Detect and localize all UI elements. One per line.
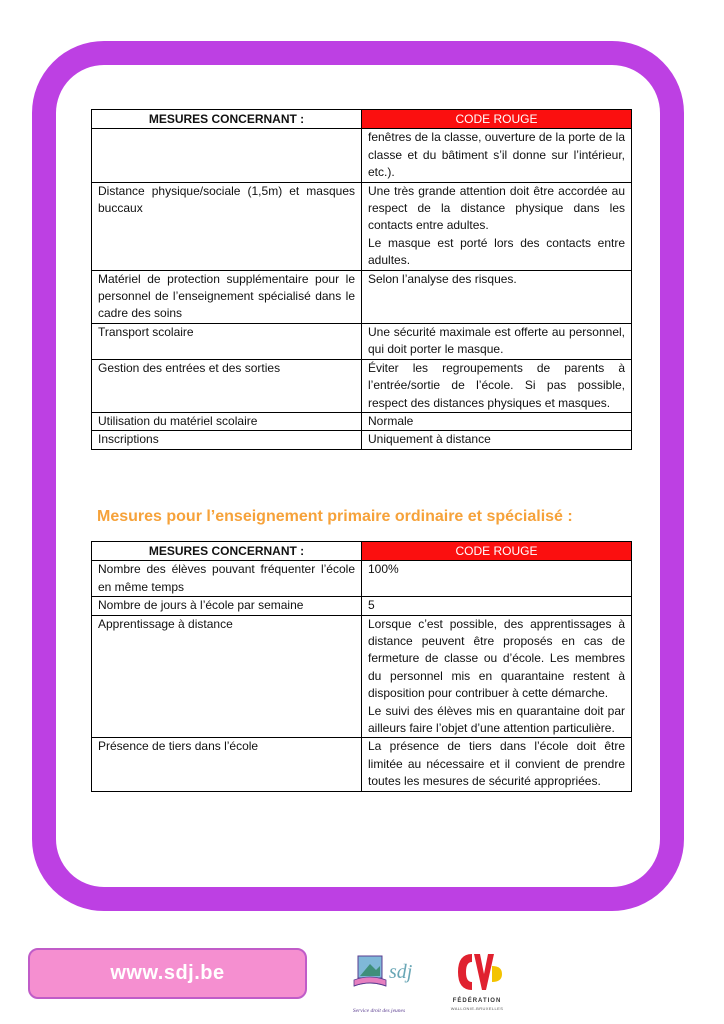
row-value-paragraph: fenêtres de la classe, ouverture de la porte de la classe et du bâtiment s’il donne sur l’intérieur, etc.). xyxy=(368,130,625,180)
row-value xyxy=(362,412,632,430)
table-row xyxy=(92,270,632,323)
sdj-logo xyxy=(340,950,420,1014)
table-row xyxy=(92,615,632,738)
row-label: Matériel de protection supplémentaire pour le personnel de l’enseignement spécialisé dans le cadre des soins xyxy=(92,270,362,323)
table-row xyxy=(92,561,632,597)
row-value-paragraph: 100% xyxy=(368,562,399,577)
table-row xyxy=(92,129,632,182)
row-label: Transport scolaire xyxy=(92,323,362,359)
table-row xyxy=(92,431,632,449)
header-mesures-concernant: MESURES CONCERNANT : xyxy=(92,110,362,129)
row-value-paragraph: Lorsque c’est possible, des apprentissages à distance peuvent être proposés en cas de fermeture de classe ou d’école. Les membres du personnel mis en quarantaine restent à disposition pour contribuer à cette démarche. xyxy=(368,616,625,701)
website-link-box[interactable] xyxy=(28,948,307,999)
table-row xyxy=(92,738,632,791)
header-code-rouge: CODE ROUGE xyxy=(362,542,632,561)
row-value xyxy=(362,323,632,359)
measures-table-2 xyxy=(91,541,632,792)
sdj-caption: Service droit des jeunes xyxy=(352,1008,406,1014)
header-mesures-concernant: MESURES CONCERNANT : xyxy=(92,542,362,561)
fwb-subtitle: WALLONIE-BRUXELLES xyxy=(450,1006,504,1011)
row-label: Gestion des entrées et des sorties xyxy=(92,359,362,412)
measures-table-1 xyxy=(91,109,632,450)
row-value-paragraph: Une sécurité maximale est offerte au personnel, qui doit porter le masque. xyxy=(368,324,625,357)
row-value xyxy=(362,129,632,182)
table-row xyxy=(92,182,632,270)
row-label: Utilisation du matériel scolaire xyxy=(92,412,362,430)
row-value xyxy=(362,359,632,412)
sdj-logo-text: sdj xyxy=(389,961,413,983)
table-header-row xyxy=(92,110,632,129)
row-value-paragraph: Éviter les regroupements de parents à l’entrée/sortie de l’école. Si pas possible, respect des distances physiques et masques. xyxy=(368,360,625,410)
fwb-name: FÉDÉRATION xyxy=(452,998,502,1004)
row-value-paragraph: Une très grande attention doit être accordée au respect de la distance physique dans les contacts entre adultes. xyxy=(368,183,625,233)
row-value xyxy=(362,561,632,597)
row-value-paragraph: Le suivi des élèves mis en quarantaine doit par ailleurs faire l’objet d’une attention particulière. xyxy=(368,703,625,736)
row-label xyxy=(92,129,362,182)
section-heading: Mesures pour l’enseignement primaire ordinaire et spécialisé : xyxy=(97,508,573,525)
row-label: Présence de tiers dans l’école xyxy=(92,738,362,791)
table-row xyxy=(92,323,632,359)
row-label: Apprentissage à distance xyxy=(92,615,362,738)
row-label: Distance physique/sociale (1,5m) et masques buccaux xyxy=(92,182,362,270)
row-value xyxy=(362,270,632,323)
table-header-row xyxy=(92,542,632,561)
row-value-paragraph: 5 xyxy=(368,598,375,613)
row-value-paragraph: Le masque est porté lors des contacts entre adultes. xyxy=(368,235,625,268)
row-value-paragraph: Normale xyxy=(368,413,414,428)
table-row xyxy=(92,597,632,615)
table-row xyxy=(92,412,632,430)
row-label: Inscriptions xyxy=(92,431,362,449)
row-value xyxy=(362,431,632,449)
fwb-logo xyxy=(448,948,508,996)
row-label: Nombre des élèves pouvant fréquenter l’école en même temps xyxy=(92,561,362,597)
row-value-paragraph: La présence de tiers dans l’école doit être limitée au nécessaire et il convient de prendre toutes les mesures de sécurité appropriées. xyxy=(368,739,625,789)
row-label: Nombre de jours à l’école par semaine xyxy=(92,597,362,615)
website-url[interactable]: www.sdj.be xyxy=(110,962,225,984)
row-value-paragraph: Uniquement à distance xyxy=(368,432,491,447)
row-value xyxy=(362,182,632,270)
row-value xyxy=(362,615,632,738)
row-value xyxy=(362,597,632,615)
row-value-paragraph: Selon l’analyse des risques. xyxy=(368,271,517,286)
row-value xyxy=(362,738,632,791)
table-row xyxy=(92,359,632,412)
header-code-rouge: CODE ROUGE xyxy=(362,110,632,129)
